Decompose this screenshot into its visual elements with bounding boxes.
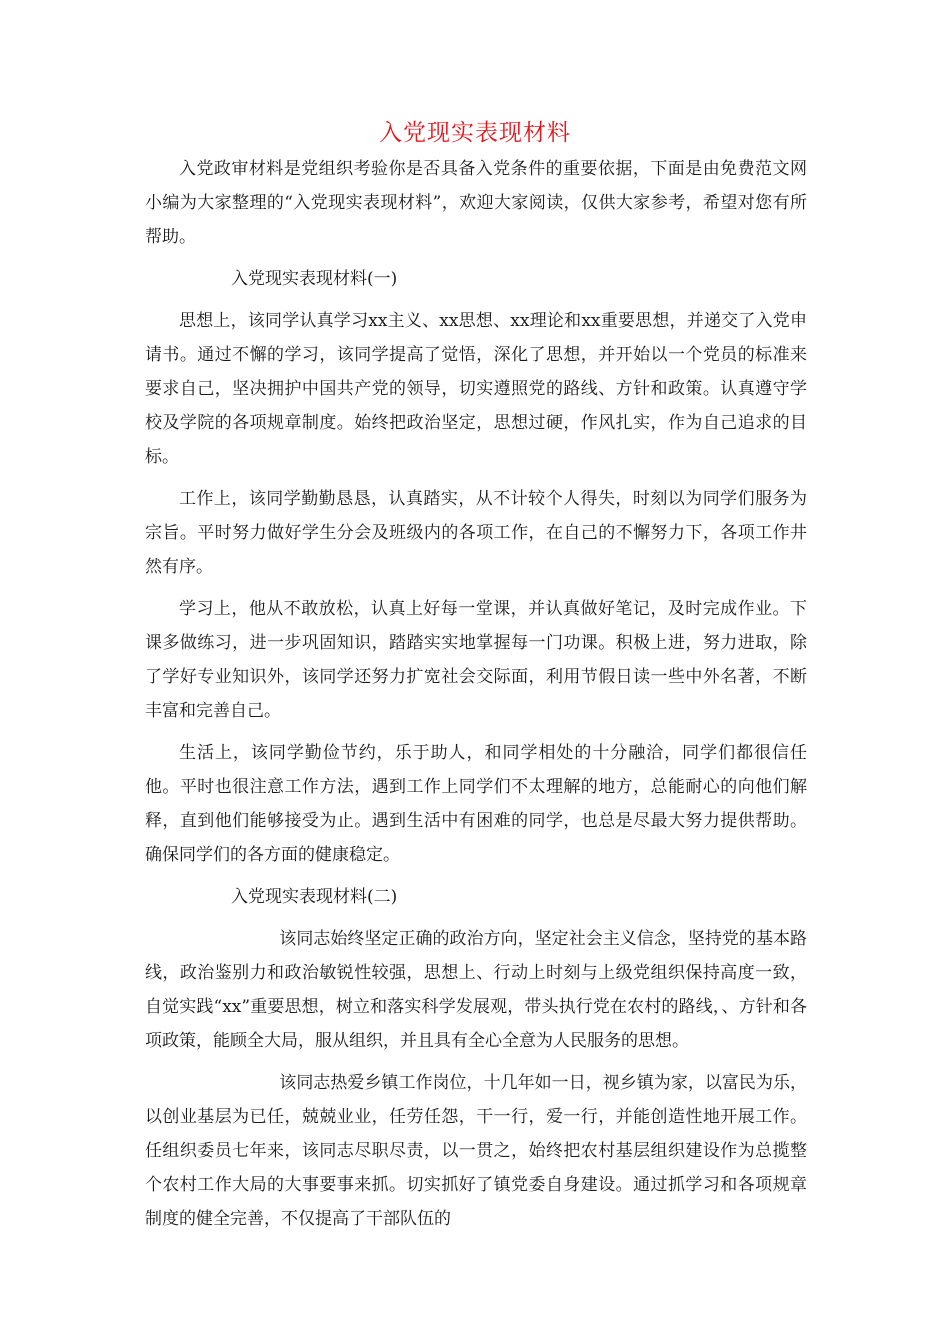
- section-2-paragraph-2: 该同志热爱乡镇工作岗位，十几年如一日，视乡镇为家，以富民为乐，以创业基层为已任，兢兢业业，任劳任怨，干一行，爱一行，并能创造性地开展工作。任组织委员七年来，该同志尽职尽责，以一贯之，始终把农村基层组织建设作为总揽整个农村工作大局的大事要事来抓。切实抓好了镇党委自身建设。通过抓学习和各项规章制度的健全完善，不仅提高了干部队伍的: [145, 1073, 807, 1229]
- document-body: [145, 152, 807, 1236]
- section-2-paragraph-1: 该同志始终坚定正确的政治方向，坚定社会主义信念，坚持党的基本路线，政治鉴别力和政治敏锐性较强，思想上、行动上时刻与上级党组织保持高度一致，自觉实践“xx”重要思想，树立和落实科学发展观，带头执行党在农村的路线，、方针和各项政策，能顾全大局，服从组织，并且具有全心全意为人民服务的思想。: [145, 929, 807, 1051]
- section-1-paragraph-1: 思想上，该同学认真学习xx主义、xx思想、xx理论和xx重要思想，并递交了入党申请书。通过不懈的学习，该同学提高了觉悟，深化了思想，并开始以一个党员的标准来要求自己，坚决拥护中国共产党的领导，切实遵照党的路线、方针和政策。认真遵守学校及学院的各项规章制度。始终把政治坚定，思想过硬，作风扎实，作为自己追求的目标。: [145, 311, 807, 467]
- section-2-heading: 入党现实表现材料(二): [231, 887, 398, 907]
- section-1-paragraph-4: 生活上，该同学勤俭节约，乐于助人，和同学相处的十分融洽，同学们都很信任他。平时也很注意工作方法，遇到工作上同学们不太理解的地方，总能耐心的向他们解释，直到他们能够接受为止。遇到生活中有困难的同学，也总是尽最大努力提供帮助。确保同学们的各方面的健康稳定。: [145, 743, 807, 865]
- document-title: 入党现实表现材料: [379, 120, 571, 146]
- section-1-heading: 入党现实表现材料(一): [231, 269, 398, 289]
- section-1-paragraph-2: 工作上，该同学勤勤恳恳，认真踏实，从不计较个人得失，时刻以为同学们服务为宗旨。平时努力做好学生分会及班级内的各项工作，在自己的不懈努力下，各项工作井然有序。: [145, 489, 807, 577]
- section-1-paragraph-3: 学习上，他从不敢放松，认真上好每一堂课，并认真做好笔记，及时完成作业。下课多做练习，进一步巩固知识，踏踏实实地掌握每一门功课。积极上进，努力进取，除了学好专业知识外，该同学还努力扩宽社会交际面，利用节假日读一些中外名著，不断丰富和完善自己。: [145, 599, 807, 721]
- intro-paragraph: 入党政审材料是党组织考验你是否具备入党条件的重要依据，下面是由免费范文网小编为大家整理的“入党现实表现材料”，欢迎大家阅读，仅供大家参考，希望对您有所帮助。: [145, 159, 807, 247]
